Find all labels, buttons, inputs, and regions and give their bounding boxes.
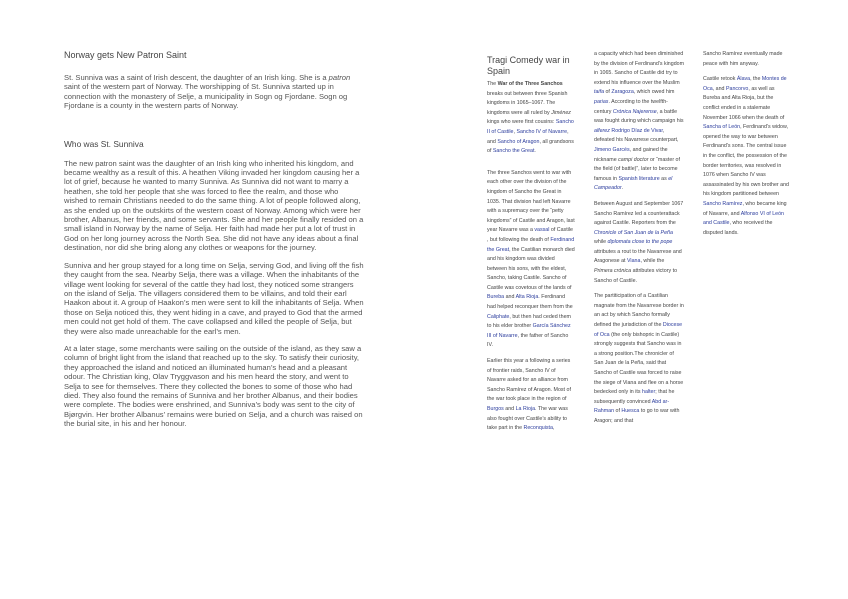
body-paragraph <box>487 80 575 157</box>
text-run: as <box>659 175 669 182</box>
inline-link[interactable]: Montes de Oca <box>703 76 787 92</box>
text-run: campi doctor <box>618 156 649 163</box>
text-run: , and <box>712 85 726 92</box>
inline-link[interactable]: La Rioja <box>515 406 536 412</box>
text-run: , all grandsons of <box>487 138 574 155</box>
text-run: Sancho Ramírez eventually made peace with him anyway. <box>703 51 783 67</box>
inline-link[interactable]: Reconquista <box>523 425 553 432</box>
article-title: Tragi Comedy war in Spain <box>487 55 570 76</box>
text-run: a capacity which had been diminished by the division of Ferdinand’s kingdom in 1065. Sancho of Castile did try to extend his influence over the Muslim <box>594 51 685 86</box>
text-run: and <box>503 406 516 412</box>
inline-link[interactable]: Pancorvo <box>725 85 749 92</box>
text-run: Jiménez <box>551 109 571 116</box>
inline-link[interactable]: Huesca <box>621 408 640 415</box>
text-run: . The war was also fought over Castile’s ability to take part in the <box>487 406 568 432</box>
inline-link[interactable]: Jimeno Garcés <box>594 146 630 153</box>
inline-link[interactable]: halter <box>642 389 656 396</box>
inline-link[interactable]: parias <box>594 98 609 105</box>
article-spain-col3 <box>703 50 791 244</box>
text-run: Earlier this year a following a series of frontier raids, Sancho IV of Navarre asked for an alliance from Sancho Ramírez of Aragon. Most of the war took place in the region of <box>487 358 571 403</box>
text-run: , <box>552 425 555 432</box>
body-paragraph <box>703 50 791 69</box>
text-run: attributes a rout to the Navarrese and Aragonese at <box>594 248 682 265</box>
inline-link[interactable]: Sancho of Aragon <box>497 138 540 145</box>
inline-link[interactable]: Rodrigo Díaz de Vivar <box>611 127 663 134</box>
inline-link[interactable]: taifa <box>594 89 605 96</box>
inline-link[interactable]: Chronicle of San Juan de la Peña <box>594 229 673 236</box>
text-run: , the <box>750 76 762 83</box>
text-run: while <box>594 239 608 246</box>
text-run: . Ferdinand had helped reconquer them from the <box>487 294 573 311</box>
text-run: War of the Three Sanchos <box>497 81 563 87</box>
text-run: , but then had ceded them to his elder brother <box>487 313 571 330</box>
text-run: of Castile , but following the death of <box>487 227 573 243</box>
inline-link[interactable]: Diocese of Oca <box>594 322 683 338</box>
text-run: breaks out between three Spanish kingdoms in 1065–1067. The kingdoms were all ruled by <box>487 90 568 116</box>
text-run: . <box>621 185 624 192</box>
inline-link[interactable]: Spanish literature <box>618 175 660 182</box>
article-norway <box>64 50 364 437</box>
body-paragraph: Sunniva and her group stayed for a long time on Selja, serving God, and living off the fish they caught from the sea. Nearby Selja, there was a village. When the inhabitants of the village went looking for several of the cattle they had lost, they noticed some strangers on the island of Selja. The villagers considered them to be villains, and told their earl Haakon about it. A group of Haakon’s men were sent to kill the inhabitants of Selja. When those on Selja noticed this, they went hiding in a cave, and prayed to God that the armed men could not get hold of them. The cave collapsed and killed the people of Selja, but they were also made unreachable for the earl’s men. <box>64 260 364 336</box>
inline-link[interactable]: Alta Rioja <box>515 294 539 301</box>
text-run: of <box>604 89 612 96</box>
inline-link[interactable]: Viana <box>626 258 641 265</box>
text-run: (the only bishopric in Castile) strongly suggests that Sancho was in a strong position.The chronicler of San Juan de la Peña, said that Sancho of Castile was forced to raise the siege of Viana and flee on a horse bedecked only in its <box>594 331 684 396</box>
inline-link[interactable]: Zaragoza <box>611 89 634 96</box>
text-run: kings who were first cousins: <box>487 119 556 126</box>
body-paragraph <box>703 75 791 238</box>
text-run: or “master of the field (of battle)”, later to become famous in <box>594 156 680 182</box>
inline-link[interactable]: diplomata close to the pope <box>607 239 673 246</box>
article-spain-col1 <box>487 55 575 440</box>
body-paragraph <box>487 169 575 351</box>
text-run: Between August and September 1067 Sancho Ramírez led a counterattack against Castile. Reporters from the <box>594 200 684 227</box>
inline-link[interactable]: vassal <box>534 227 550 234</box>
text-run: of <box>614 408 622 415</box>
body-paragraph <box>594 292 684 426</box>
article-spain-col2 <box>594 50 684 433</box>
body-paragraph <box>594 200 684 286</box>
text-run: , <box>513 128 517 135</box>
text-run: , who became king of Navarre, and <box>703 200 787 217</box>
text-run: . According to the twelfth-century <box>594 98 668 115</box>
text-run: and <box>504 294 516 301</box>
inline-link[interactable]: el Campeador <box>594 175 673 192</box>
inline-link[interactable]: Sancho IV of Navarre <box>516 128 568 135</box>
inline-link[interactable]: Sancho the Great <box>492 148 535 155</box>
inline-link[interactable]: Caliphate <box>487 313 510 320</box>
text-run: . <box>534 148 536 155</box>
body-paragraph <box>594 50 684 194</box>
body-paragraph <box>487 357 575 434</box>
inline-link[interactable]: Sancho II of Castile <box>487 119 574 135</box>
inline-link[interactable]: Crónica Najerense <box>612 108 657 115</box>
text-run: , the Castilian monarch died and his kingdom was divided between his sons, with the eldest, Sancho, taking Castile. Sancho of Castile was covetous of the lands of <box>487 246 575 291</box>
text-run: , Ferdinand’s widow, opened the way to war between Ferdinand’s sons. The central issue in the conflict, the possession of the border territories, was resolved in 1076 when Sancho IV was assassinated by his own brother and his kingdom partitioned between <box>703 124 789 198</box>
article-title: Norway gets New Patron Saint <box>64 50 187 60</box>
inline-link[interactable]: Álava <box>736 76 751 83</box>
inline-link[interactable]: alferez <box>594 127 610 134</box>
text-run: , the father of Sancho IV. <box>487 332 569 349</box>
text-run: The three Sanchos went to war with each other over the division of the kingdom of Sancho the Great in 1035. That division had left Navarre with a supremacy over the “petty kingdoms” of Castile and Aragon, last year Navarre was a <box>487 169 575 234</box>
inline-link[interactable]: Sancha of León <box>703 124 741 131</box>
text-run: , defeated his Navarrese counterpart, <box>594 127 679 144</box>
text-run: attributes victory to Sancho of Castile. <box>594 268 678 284</box>
inline-link[interactable]: Bureba <box>487 294 505 301</box>
inline-link[interactable]: Burgos <box>487 406 504 412</box>
text-run: to go to war with Aragon; and that <box>594 408 680 424</box>
section-heading: Who was St. Sunniva <box>64 138 144 149</box>
text-run: , and <box>487 128 569 145</box>
text-run: The <box>487 81 498 87</box>
text-run: , who received the disputed lands. <box>703 220 773 236</box>
inline-link[interactable]: García Sánchez III of Navarre <box>487 323 571 339</box>
text-run: Primera crónica <box>594 268 632 275</box>
body-paragraph: The new patron saint was the daughter of an Irish king who inherited his kingdom, and became wealthy as a result of this. A heathen Viking invaded her kingdom causing her a lot of grief, because he wanted to marry Sunniva. As Sunniva did not want to marry a heathen, she told her people that she was forced to flee the realm, and those who wished to remain Christians needed to do the same thing. A lot of people followed along, as she ended up on the outskirts of the western coast of Norway. Among which were her brother, Albanus, her friends, and some servants. She and her people finally resided on a small island in Norway by the name of Selja. Her faith had made her put a lot of trust in God on her long journey across the North Sea. She did not have any ideas about a final destination, nor did she bring along any clothes or weapons for the journey. <box>64 158 364 253</box>
inline-link[interactable]: Ferdinand the Great <box>487 236 575 253</box>
inline-link[interactable]: Abd ar-Rahman <box>594 398 670 415</box>
text-run: , while the <box>640 258 665 265</box>
inline-link[interactable]: Sancho Ramírez <box>703 200 743 207</box>
text-run: , which owed him <box>633 89 675 96</box>
body-paragraph: At a later stage, some merchants were sailing on the outside of the island, as they saw a column of bright light from the island that reached up to the sky. To satisfy their curiosity, they approached the island and noticed an illuminated human’s head and a pleasant odour. The Christian king, Olav Tryggvason and his men heard the story, and went to Selja to see for themselves. There they collected the bones to some of those who had died. They also found the remains of Sunniva and her brother Albanus, and their bodies were complete. The bodies were enshrined, and Sunniva’s body was sent to the city of Bjørgvin. Her brother Albanus’ remains were buried on Selja, and a church was raised on the burial site, in his and her honour. <box>64 343 363 429</box>
text-run: Castile retook <box>703 76 737 83</box>
text-run: , as well as Bureba and Alta Rioja, but the conflict ended in a stalemate November 1066 when the death of <box>703 85 785 121</box>
text-run: , a battle was fought during which campaign his <box>594 108 684 125</box>
intro-paragraph: St. Sunniva was a saint of Irish descent, the daughter of an Irish king. She is a patron saint of the western part of Norway. The worshipping of St. Sunniva started up in connection with the monastery of Selje, a municipality in Sogn og Fjordane. Sogn og Fjordane is a county in the western parts of Norway. <box>64 73 351 111</box>
text-run: The partiticipation of a Castilian magnate from the Navarrese border in an act by which Sancho formally defined the jurisdiction of the <box>594 293 684 329</box>
text-run: ; that he subsequently convinced <box>594 389 675 405</box>
inline-link[interactable]: Alfonso VI of León and Castile <box>703 210 784 227</box>
text-run: , and gained the nickname <box>594 146 668 163</box>
